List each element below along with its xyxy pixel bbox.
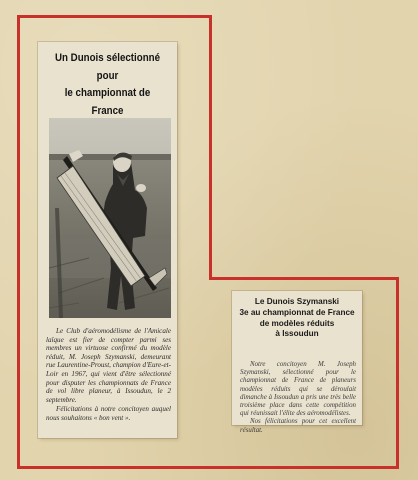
clipping-body (46, 327, 171, 423)
red-frame-top (18, 15, 212, 18)
red-frame-left (17, 15, 20, 469)
newspaper-clipping-small (232, 291, 362, 434)
red-frame-right (396, 277, 399, 469)
small-clipping-paragraph-2: Nos félicitations pour cet excellent résultat. (240, 418, 356, 434)
red-frame-inner-vertical (209, 15, 212, 280)
clipping-headline: Un Dunois sélectionné pour le championnat de France (54, 52, 161, 117)
clipping-paragraph-2: Félicitations à notre concitoyen auquel nous souhaitons « bon vent ». (46, 405, 171, 422)
small-clipping-headline: Le Dunois Szymanski 3e au championnat de France de modèles réduits à Issoudun (239, 297, 355, 339)
red-frame-bottom (18, 466, 399, 469)
red-frame-step (209, 277, 399, 280)
small-clipping-paragraph-1: Notre concitoyen M. Joseph Szymanski, sélectionné pour le championnat de France de planeurs modèles réduits qui se déroulait dimanche à Issoudun a pris une très belle troisième place dans cette compétition qui réunissait l'élite des aéromodélistes. (240, 361, 356, 418)
small-clipping-body (240, 361, 356, 435)
clipping-paragraph-1: Le Club d'aéromodélisme de l'Amicale laïque est fier de compter parmi ses membres un virtuose confirmé du modèle réduit, M. Joseph Szymanski, demeurant rue Laurentine-Proust, champion d'Eure-et-Loir en 1967, qui vient d'être sélectionné pour disputer les championnats de France de vol libre planeur, à Issoudun, le 2 septembre. (46, 327, 171, 404)
photo-image (49, 118, 171, 318)
newspaper-clipping-main (38, 42, 177, 438)
photo-pilot-with-glider (49, 118, 171, 318)
